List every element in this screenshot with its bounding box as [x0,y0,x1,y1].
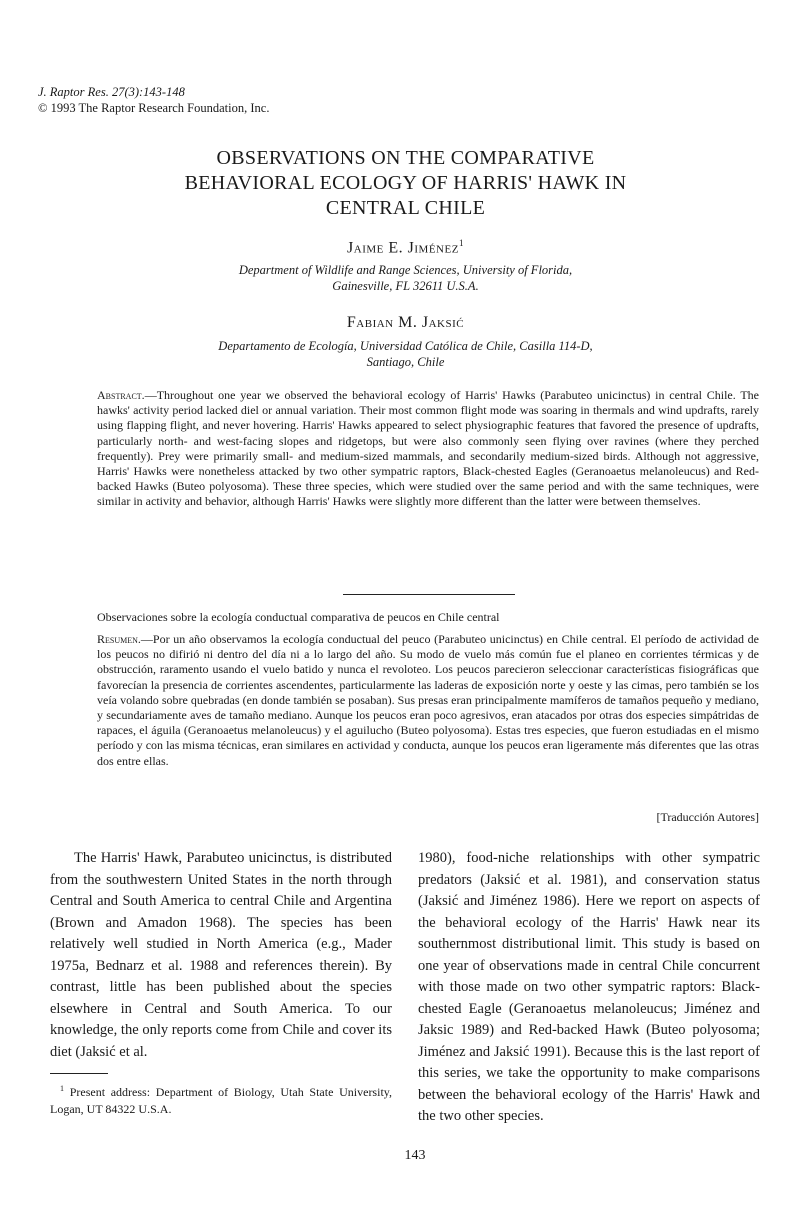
author-1 [60,238,751,257]
footnote-text: Present address: Department of Biology, Utah State University, Logan, UT 84322 U.S.A. [50,1085,392,1116]
translation-note: [Traducción Autores] [656,810,759,824]
body-column-right: 1980), food-niche relationships with other sympatric predators (Jaksić et al. 1981), and conservation status (Jaksić and Jiménez 1986). Here we report on aspects of the behavioral ecology of the Harris' Hawk near its southernmost distributional limit. This study is based on one year of observations made in central Chile concurrent with those made on two other sympatric raptors: Black-chested Eagle (Geranoaetus melanoleucus; Jiménez and Jaksic 1989) and Red-backed Hawk (Buteo polyosoma; Jiménez and Jaksić 1991). Because this is the last report of this series, we take the opportunity to make comparisons between the behavioral ecology of the Harris' Hawk and the two other species. [418,850,760,1124]
title-line-1: OBSERVATIONS ON THE COMPARATIVE [216,147,595,169]
journal-citation [38,84,269,116]
footnote [50,1080,392,1118]
affiliation-1-line-2: Gainesville, FL 32611 U.S.A. [332,279,479,293]
abstract-label: Abstract. [97,388,145,402]
author-2-affiliation [100,338,711,370]
affiliation-2-line-1: Departamento de Ecología, Universidad Católica de Chile, Casilla 114-D, [218,339,593,353]
footnote-mark: 1 [60,1084,64,1093]
abstract-text: —Throughout one year we observed the behavioral ecology of Harris' Hawks (Parabuteo unicinctus) in central Chile. The hawks' activity period lacked diel or annual variation. Their most common flight mode was soaring in thermals and wind updrafts, rarely using flapping flight, and never hovering. Harris' Hawks appeared to select physiographic features that favored the presence of updrafts, particularly north- and west-facing slopes and ridgetops, but were also commonly seen flying over ravines (where they perched frequently). Prey were primarily small- and medium-sized mammals, and secondarily medium-sized birds. Although not aggressive, Harris' Hawks were nonetheless attacked by two other sympatric raptors, Black-chested Eagles (Geranoaetus melanoleucus) and Red-backed Hawks (Buteo polyosoma). These three species, which were studied over the same period and with the same techniques, were similar in activity and behavior, although Harris' Hawks were slightly more different than the latter were between themselves. [97,388,759,509]
title-line-3: CENTRAL CHILE [325,197,486,219]
title-line-2: BEHAVIORAL ECOLOGY OF HARRIS' HAWK IN [184,172,627,194]
author-2-name: Fabian M. Jaksić [346,314,465,331]
affiliation-2-line-2: Santiago, Chile [366,355,445,369]
section-divider [343,594,515,595]
page-number: 143 [404,1148,426,1163]
author-2 [60,314,751,332]
resumen [97,632,759,769]
affiliation-1-line-1: Department of Wildlife and Range Sciences, University of Florida, [238,263,573,277]
author-1-name: Jaime E. Jiménez [347,239,459,257]
resumen-text: —Por un año observamos la ecología conductual del peuco (Parabuteo unicinctus) en Chile central. El período de actividad de los peucos no difirió ni dentro del día ni a lo largo del año. Su modo de vuelo más común fue el planeo en corrientes térmicas y de obstrucción, raramento usando el vuelo batido y nunca el revoloteo. Los peucos parecieron seleccionar características fisiográficas que favorecían la presencia de corrientes ascendentes, particularmente las laderas de exposición norte y oeste y las cimas, pero también se los veía volando sobre quebradas (en donde también se posaban). Sus presas eran principalmente mamíferos de tamaños pequeño y mediano, y secundariamente aves de tamaño mediano. Aunque los peucos eran poco agresivos, eran atacados por otras dos especies simpátridas de rapaces, el águila (Geranoaetus melanoleucus) y el aguilucho (Buteo polyosoma). Estas tres especies, que fueron estudiadas en el mismo período y con las misma técnicas, eran similares en actividad y conducta, aunque los peucos eran ligeramente más diferentes que las otras dos entre ellas. [97,632,759,768]
author-1-footnote-mark: 1 [458,238,464,248]
resumen-label: Resumen. [97,632,141,646]
citation-line-1: J. Raptor Res. 27(3):143-148 [38,85,185,99]
body-column-left: The Harris' Hawk, Parabuteo unicinctus, is distributed from the southwestern United States in the north through Central and South America to central Chile and Argentina (Brown and Amadon 1968). The species has been relatively well studied in North America (e.g., Mader 1975a, Bednarz et al. 1988 and references therein). By contrast, little has been published about the species elsewhere in Central and South America. To our knowledge, the only reports come from Chile and cover its diet (Jaksić et al. [50,850,392,1060]
resumen-heading: Observaciones sobre la ecología conductual comparativa de peucos en Chile central [97,610,500,624]
abstract [97,388,759,510]
citation-line-2: © 1993 The Raptor Research Foundation, Inc. [38,101,270,115]
article-title [60,146,751,221]
footnote-rule [50,1073,108,1074]
author-1-affiliation [100,262,711,294]
